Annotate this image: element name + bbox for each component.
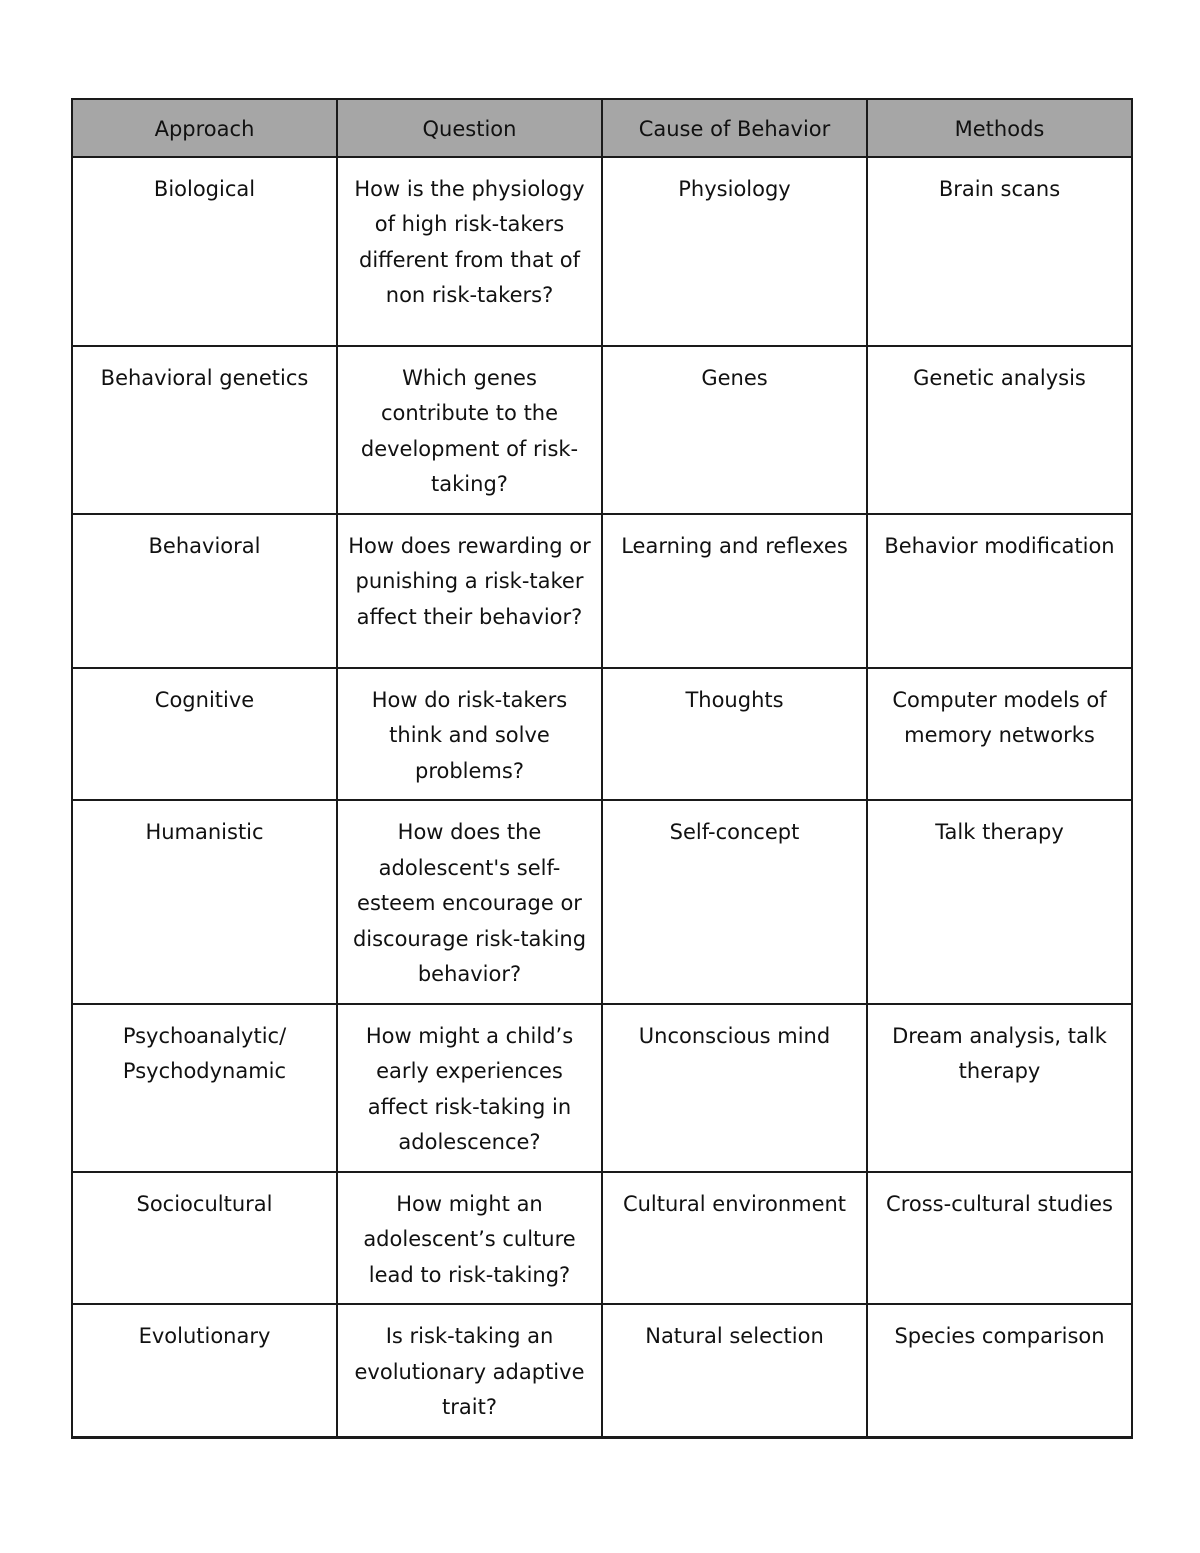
cell-question: How is the physiology of high risk-takers different from that of non risk-takers?: [337, 157, 602, 346]
cell-cause: Self-concept: [602, 800, 867, 1004]
cell-methods: Behavior modification: [867, 514, 1132, 668]
table-row: [72, 668, 1132, 801]
cell-approach: Cognitive: [72, 668, 337, 801]
cell-cause: Thoughts: [602, 668, 867, 801]
table-row: [72, 1004, 1132, 1172]
cell-cause: Genes: [602, 346, 867, 514]
table-row: [72, 1172, 1132, 1305]
cell-question: How do risk-takers think and solve problems?: [337, 668, 602, 801]
cell-methods: Talk therapy: [867, 800, 1132, 1004]
cell-question: Which genes contribute to the development of risk-taking?: [337, 346, 602, 514]
table-row: [72, 800, 1132, 1004]
cell-methods: Species comparison: [867, 1304, 1132, 1437]
cell-approach: Biological: [72, 157, 337, 346]
cell-cause: Cultural environment: [602, 1172, 867, 1305]
cell-methods: Cross-cultural studies: [867, 1172, 1132, 1305]
table-row: [72, 1304, 1132, 1437]
cell-methods: Genetic analysis: [867, 346, 1132, 514]
header-cause-of-behavior: Cause of Behavior: [602, 99, 867, 157]
header-methods: Methods: [867, 99, 1132, 157]
cell-approach: Sociocultural: [72, 1172, 337, 1305]
psychology-approaches-table: [71, 98, 1133, 1439]
cell-question: How might an adolescent’s culture lead to risk-taking?: [337, 1172, 602, 1305]
cell-cause: Unconscious mind: [602, 1004, 867, 1172]
table-row: [72, 346, 1132, 514]
cell-question: Is risk-taking an evolutionary adaptive trait?: [337, 1304, 602, 1437]
header-question: Question: [337, 99, 602, 157]
cell-methods: Brain scans: [867, 157, 1132, 346]
cell-approach: Evolutionary: [72, 1304, 337, 1437]
table-body: [72, 157, 1132, 1438]
cell-question: How does the adolescent's self-esteem encourage or discourage risk-taking behavior?: [337, 800, 602, 1004]
table-row: [72, 157, 1132, 346]
cell-methods: Computer models of memory networks: [867, 668, 1132, 801]
header-row: [72, 99, 1132, 157]
table-header: [72, 99, 1132, 157]
cell-cause: Learning and reflexes: [602, 514, 867, 668]
table-row: [72, 514, 1132, 668]
cell-approach: Humanistic: [72, 800, 337, 1004]
cell-question: How does rewarding or punishing a risk-taker affect their behavior?: [337, 514, 602, 668]
document-page: [71, 98, 1131, 1439]
cell-approach: Psychoanalytic/ Psychodynamic: [72, 1004, 337, 1172]
cell-question: How might a child’s early experiences affect risk-taking in adolescence?: [337, 1004, 602, 1172]
cell-approach: Behavioral: [72, 514, 337, 668]
cell-approach: Behavioral genetics: [72, 346, 337, 514]
cell-methods: Dream analysis, talk therapy: [867, 1004, 1132, 1172]
header-approach: Approach: [72, 99, 337, 157]
cell-cause: Physiology: [602, 157, 867, 346]
cell-cause: Natural selection: [602, 1304, 867, 1437]
